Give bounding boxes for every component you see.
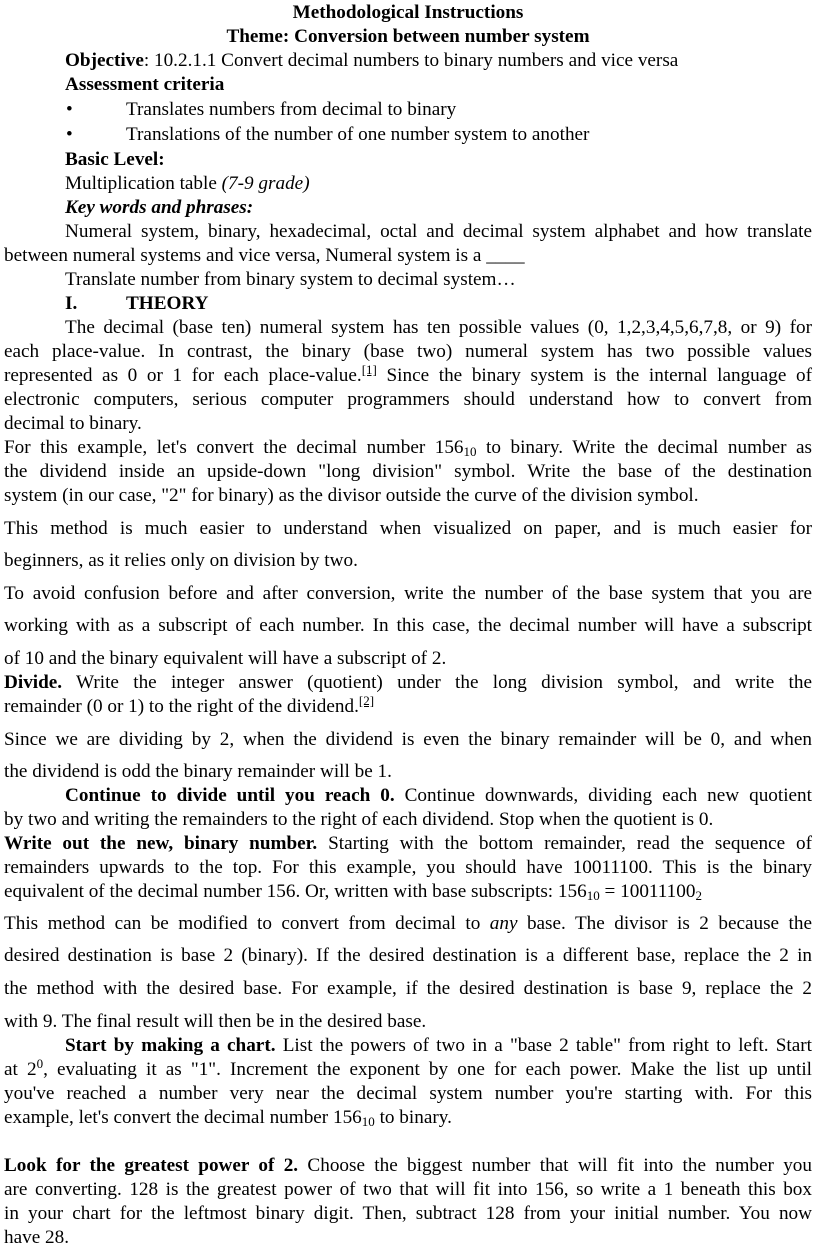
objective-label: Objective: [65, 50, 144, 71]
bullet-text: Translates numbers from decimal to binary: [126, 99, 457, 120]
bold-lead: Divide.: [4, 672, 63, 693]
write-line2: remainders upwards to the top. For this example, you should have 10011100. This is the binary: [4, 857, 812, 878]
look-line3: in your chart for the leftmost binary digit. Then, subtract 128 from your initial number. You now: [4, 1203, 812, 1224]
text-segment: remainder (0 or 1) to the right of the dividend.: [4, 696, 359, 717]
continue-line1: [65, 784, 812, 808]
theory-p1-line4: electronic computers, serious computer programmers should understand how to convert from: [4, 389, 812, 410]
text-segment: Write the integer answer (quotient) under the long division symbol, and write the: [62, 672, 812, 693]
theory-p6-line2: desired destination is base 2 (binary). If the desired destination is a different base, replace the 2 in: [4, 945, 812, 966]
document-theme: Theme: Conversion between number system: [226, 26, 590, 47]
basic-level-text: Multiplication table: [65, 173, 222, 194]
text-segment: to binary.: [374, 1107, 452, 1128]
bullet-text: Translations of the number of one number system to another: [126, 124, 590, 145]
assessment-heading: Assessment criteria: [65, 74, 225, 95]
start-line4: [4, 1106, 452, 1130]
basic-level-grade: (7-9 grade): [221, 173, 310, 194]
keywords-heading: Key words and phrases:: [65, 197, 254, 218]
text-segment: to binary. Write the decimal number as: [476, 437, 812, 458]
look-line1: [4, 1154, 812, 1178]
text-segment: equivalent of the decimal number 156. Or, written with base subscripts: 156: [4, 881, 587, 902]
bold-lead: Start by making a chart.: [65, 1035, 276, 1056]
theory-p6-line1: [4, 912, 812, 936]
theory-p1-line3: [4, 364, 812, 388]
text-segment: , evaluating it as "1". Increment the exponent by one for each power. Make the list up until: [43, 1059, 812, 1080]
theory-p1-line2: each place-value. In contrast, the binary (base two) numeral system has two possible values: [4, 341, 812, 362]
text-segment: This method can be modified to convert from decimal to: [4, 913, 490, 934]
text-segment: List the powers of two in a "base 2 table" from right to left. Start: [275, 1035, 812, 1056]
text-segment: Since the binary system is the internal language of: [376, 365, 812, 386]
keywords-line-1: Numeral system, binary, hexadecimal, octal and decimal system alphabet and how translate: [65, 221, 812, 242]
subscript: 10: [361, 1114, 375, 1129]
bold-lead: Look for the greatest power of 2.: [4, 1155, 299, 1176]
text-segment: example, let's convert the decimal number 156: [4, 1107, 362, 1128]
text-segment: base. The divisor is 2 because the: [517, 913, 812, 934]
theory-p3-line1: This method is much easier to understand when visualized on paper, and is much easier for: [4, 518, 812, 539]
section-title: THEORY: [126, 293, 209, 314]
text-segment: Continue downwards, dividing each new quotient: [394, 785, 812, 806]
theory-p4-line2: working with as a subscript of each number. In this case, the decimal number will have a subscript: [4, 615, 812, 636]
text-segment: = 10011100: [599, 881, 696, 902]
superscript: 0: [36, 1056, 44, 1071]
theory-p2-line2: the dividend inside an upside-down "long division" symbol. Write the base of the destination: [4, 461, 812, 482]
subscript: 2: [695, 888, 702, 903]
bold-lead: Continue to divide until you reach 0.: [65, 785, 395, 806]
footnote-link-1[interactable]: [1]: [361, 362, 377, 377]
look-line2: are converting. 128 is the greatest power of two that will fit into 156, so write a 1 beneath this box: [4, 1179, 812, 1200]
theory-p6-line4: with 9. The final result will then be in the desired base.: [4, 1011, 427, 1032]
theory-p4-line3: of 10 and the binary equivalent will have a subscript of 2.: [4, 648, 447, 669]
text-segment: For this example, let's convert the decimal number 156: [4, 437, 464, 458]
italic-word: any: [489, 913, 518, 934]
basic-level-heading: Basic Level:: [65, 149, 165, 170]
document-title: Methodological Instructions: [292, 2, 524, 23]
keywords-line-3: Translate number from binary system to decimal system…: [65, 269, 516, 290]
divide-line2: [4, 695, 374, 719]
theory-p3-line2: beginners, as it relies only on division by two.: [4, 550, 358, 571]
bold-lead: Write out the new, binary number.: [4, 833, 318, 854]
write-line1: [4, 832, 812, 856]
theory-p6-line3: the method with the desired base. For example, if the desired destination is base 9, replace the 2: [4, 978, 812, 999]
start-line2: [4, 1058, 812, 1082]
bullet-icon: •: [66, 124, 73, 145]
objective-line: [65, 49, 678, 73]
text-segment: Starting with the bottom remainder, read the sequence of: [317, 833, 812, 854]
footnote-link-2[interactable]: [2]: [358, 693, 375, 708]
keywords-line-2: between numeral systems and vice versa, Numeral system is a ____: [4, 245, 525, 266]
text-segment: Choose the biggest number that will fit into the number you: [298, 1155, 812, 1176]
write-line3: [4, 880, 702, 904]
section-number: I.: [65, 293, 78, 314]
basic-level-line: [65, 172, 310, 196]
theory-p2-line1: [4, 436, 812, 460]
bullet-icon: •: [66, 99, 73, 120]
start-line3: you've reached a number very near the decimal system number you're starting with. For this: [4, 1083, 812, 1104]
subscript: 10: [463, 444, 477, 459]
theory-p1-line1: The decimal (base ten) numeral system has ten possible values (0, 1,2,3,4,5,6,7,8, or 9) for: [65, 317, 812, 338]
continue-line2: by two and writing the remainders to the right of each dividend. Stop when the quotient is 0.: [4, 809, 714, 830]
text-segment: represented as 0 or 1 for each place-value.: [4, 365, 362, 386]
start-line1: [65, 1034, 812, 1058]
divide-line1: [4, 671, 812, 695]
text-segment: at 2: [4, 1059, 37, 1080]
theory-p5-line1: Since we are dividing by 2, when the dividend is even the binary remainder will be 0, and when: [4, 729, 812, 750]
theory-p1-line5: decimal to binary.: [4, 413, 142, 434]
subscript: 10: [586, 888, 600, 903]
theory-p2-line3: system (in our case, "2" for binary) as the divisor outside the curve of the division symbol.: [4, 485, 699, 506]
theory-p4-line1: To avoid confusion before and after conversion, write the number of the base system that you are: [4, 583, 812, 604]
objective-text: : 10.2.1.1 Convert decimal numbers to binary numbers and vice versa: [143, 50, 679, 71]
look-line4: have 28.: [4, 1227, 70, 1248]
theory-p5-line2: the dividend is odd the binary remainder will be 1.: [4, 761, 392, 782]
